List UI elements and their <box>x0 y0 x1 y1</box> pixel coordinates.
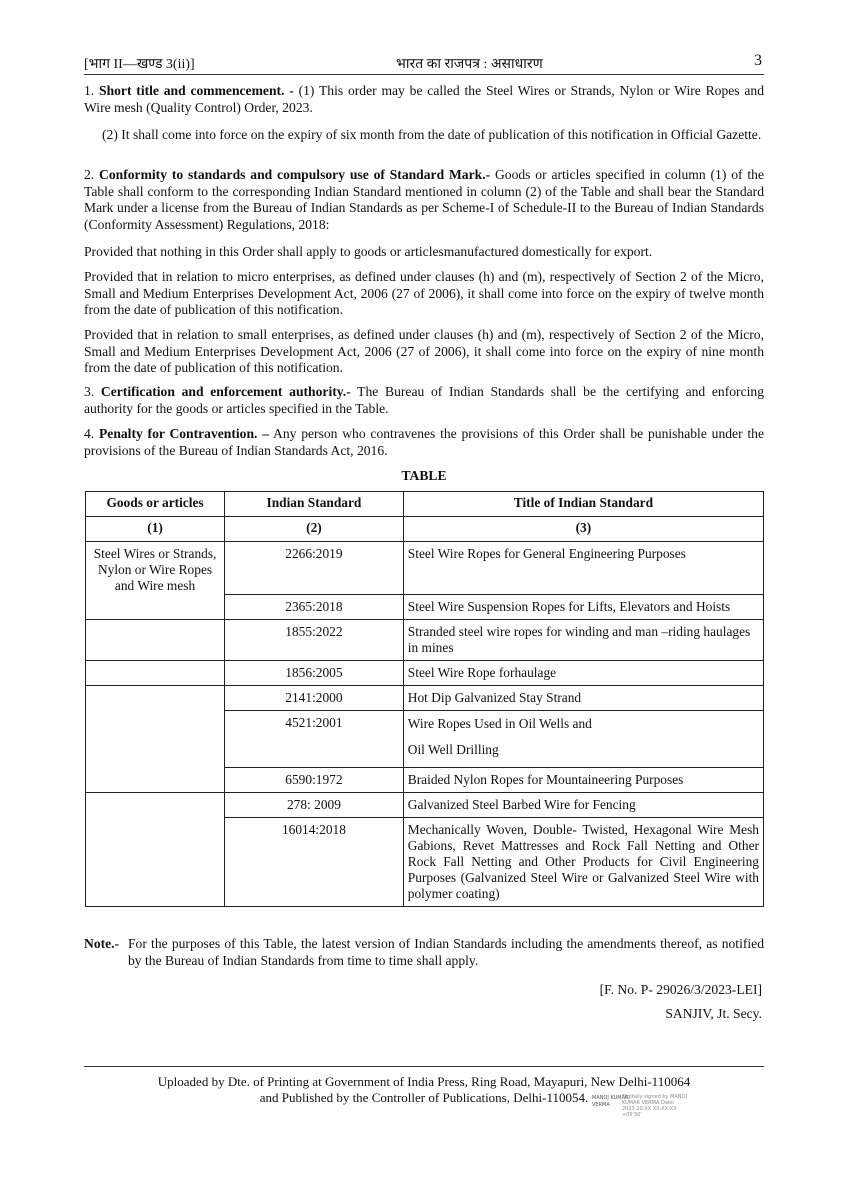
digital-signature-stamp <box>592 1094 696 1118</box>
section-3 <box>84 384 764 417</box>
section-text: Goods or articles specified in column (1) of the Table shall conform to the corresponding Indian Standard mentioned in column (2) of the Table and shall bear the Standard Mark under a license from the Bureau of Indian Standards as per Scheme-I of Schedule-II to the Bureau of Indian Standards (Conformity Assessment) Regulations, 2018: <box>84 167 764 232</box>
standard-number: 2141:2000 <box>225 686 404 711</box>
note-label: Note.- <box>84 936 120 951</box>
section-text: Any person who contravenes the provisions of this Order shall be punishable under the provisions of the Bureau of Indian Standards Act, 2016. <box>84 426 764 458</box>
column-number: (2) <box>225 517 404 542</box>
standard-number: 4521:2001 <box>225 711 404 768</box>
standard-title: Mechanically Woven, Double- Twisted, Hexagonal Wire Mesh Gabions, Revet Mattresses and Rock Fall Netting and Other Rock Fall Netting and Other Products for Civil Engineering Purposes (Galvanized Steel Wire or Galvanized Steel Wire with polymer coating) <box>403 818 763 907</box>
header-rule <box>84 74 764 75</box>
table-row <box>86 620 764 661</box>
footer-rule <box>84 1066 764 1067</box>
section-1 <box>84 83 764 116</box>
standard-title-line: Oil Well Drilling <box>407 742 499 757</box>
table-row <box>86 793 764 818</box>
table-row <box>86 661 764 686</box>
table-row <box>86 686 764 711</box>
section-heading: Certification and enforcement authority.- <box>100 384 351 399</box>
goods-line: and Wire mesh <box>114 578 196 593</box>
table-column-number-row <box>86 517 764 542</box>
section-number: 1. <box>84 83 95 98</box>
note-text: For the purposes of this Table, the latest version of Indian Standards including the amendments thereof, as notified by the Bureau of Indian Standards from time to time shall apply. <box>128 936 764 968</box>
section-number: 4. <box>84 426 95 441</box>
header-gazette-title: भारत का राजपत्र : असाधारण <box>396 57 543 72</box>
standard-title: Galvanized Steel Barbed Wire for Fencing <box>403 793 763 818</box>
page-number: 3 <box>754 52 762 69</box>
proviso-micro-enterprises: Provided that in relation to micro enterprises, as defined under clauses (h) and (m), respectively of Section 2 of the Micro, Small and Medium Enterprises Development Act, 2006 (27 of 2006), it shall come into force on the expiry of twelve month from the date of publication of this notification. <box>84 269 764 318</box>
standard-title: Stranded steel wire ropes for winding and man –riding haulages in mines <box>403 620 763 661</box>
goods-cell-empty <box>86 793 225 907</box>
goods-line: Nylon or Wire Ropes <box>97 562 213 577</box>
section-number: 2. <box>84 167 95 182</box>
goods-cell-empty <box>86 686 225 793</box>
footer-line: and Published by the Controller of Publications, Delhi-110054. <box>259 1090 589 1105</box>
section-number: 3. <box>84 384 95 399</box>
goods-cell <box>86 542 225 620</box>
signature-details: Digitally signed by MANOJ KUMAR VERMA Date: 2023.10.XX XX:XX:XX +05'30' <box>622 1094 687 1118</box>
column-number: (1) <box>86 517 225 542</box>
standard-number: 6590:1972 <box>225 768 404 793</box>
section-heading: Short title and commencement. - <box>99 83 294 98</box>
standard-title: Steel Wire Rope forhaulage <box>403 661 763 686</box>
standard-title: Braided Nylon Ropes for Mountaineering Purposes <box>403 768 763 793</box>
standards-table <box>85 491 764 907</box>
footer-line: Uploaded by Dte. of Printing at Government of India Press, Ring Road, Mayapuri, New Delhi-110064 <box>157 1074 691 1089</box>
signer-name: VERMA <box>592 1102 610 1108</box>
standard-title: Steel Wire Suspension Ropes for Lifts, Elevators and Hoists <box>403 595 763 620</box>
section-4 <box>84 426 764 459</box>
standard-number: 16014:2018 <box>225 818 404 907</box>
standard-title <box>403 711 763 768</box>
standard-number: 1856:2005 <box>225 661 404 686</box>
section-heading: Conformity to standards and compulsory use of Standard Mark.- <box>99 167 491 182</box>
table-note <box>84 936 764 968</box>
column-number: (3) <box>403 517 763 542</box>
table-header-row <box>86 492 764 517</box>
proviso-small-enterprises: Provided that in relation to small enterprises, as defined under clauses (h) and (m), respectively of Section 2 of the Micro, Small and Medium Enterprises Development Act, 2006 (27 of 2006), it shall come into force on the expiry of nine month from the date of publication of this notification. <box>84 327 764 376</box>
standard-number: 278: 2009 <box>225 793 404 818</box>
column-header-title: Title of Indian Standard <box>403 492 763 517</box>
section-1-clause-2: (2) It shall come into force on the expiry of six month from the date of publication of this notification in Official Gazette. <box>102 127 762 142</box>
column-header-goods: Goods or articles <box>86 492 225 517</box>
goods-cell-empty <box>86 661 225 686</box>
section-2 <box>84 167 764 233</box>
section-heading: Penalty for Contravention. – <box>98 426 269 441</box>
standard-number: 2266:2019 <box>225 542 404 595</box>
section-text: (1) This order may be called the Steel Wires or Strands, Nylon or Wire Ropes and Wire mesh (Quality Control) Order, 2023. <box>84 83 765 115</box>
proviso-export: Provided that nothing in this Order shall apply to goods or articlesmanufactured domestically for export. <box>84 244 653 259</box>
section-text: The Bureau of Indian Standards shall be the certifying and enforcing authority for the goods or articles specified in the Table. <box>84 384 764 416</box>
standard-title-line: Wire Ropes Used in Oil Wells and <box>407 716 592 731</box>
standard-number: 2365:2018 <box>225 595 404 620</box>
table-row <box>86 542 764 595</box>
standard-number: 1855:2022 <box>225 620 404 661</box>
goods-line: Steel Wires or Strands, <box>93 546 217 561</box>
publication-footer <box>0 1074 848 1106</box>
header-part-section: [भाग II—खण्ड 3(ii)] <box>84 57 195 72</box>
table-caption: TABLE <box>401 468 447 483</box>
column-header-standard: Indian Standard <box>225 492 404 517</box>
goods-cell-empty <box>86 620 225 661</box>
page-header <box>84 52 762 72</box>
standard-title: Hot Dip Galvanized Stay Strand <box>403 686 763 711</box>
signatory: SANJIV, Jt. Secy. <box>665 1006 762 1021</box>
standard-title: Steel Wire Ropes for General Engineering Purposes <box>403 542 763 595</box>
file-number: [F. No. P- 29026/3/2023-LEI] <box>599 982 762 997</box>
signer-name: MANOJ KUMAR <box>592 1095 629 1101</box>
